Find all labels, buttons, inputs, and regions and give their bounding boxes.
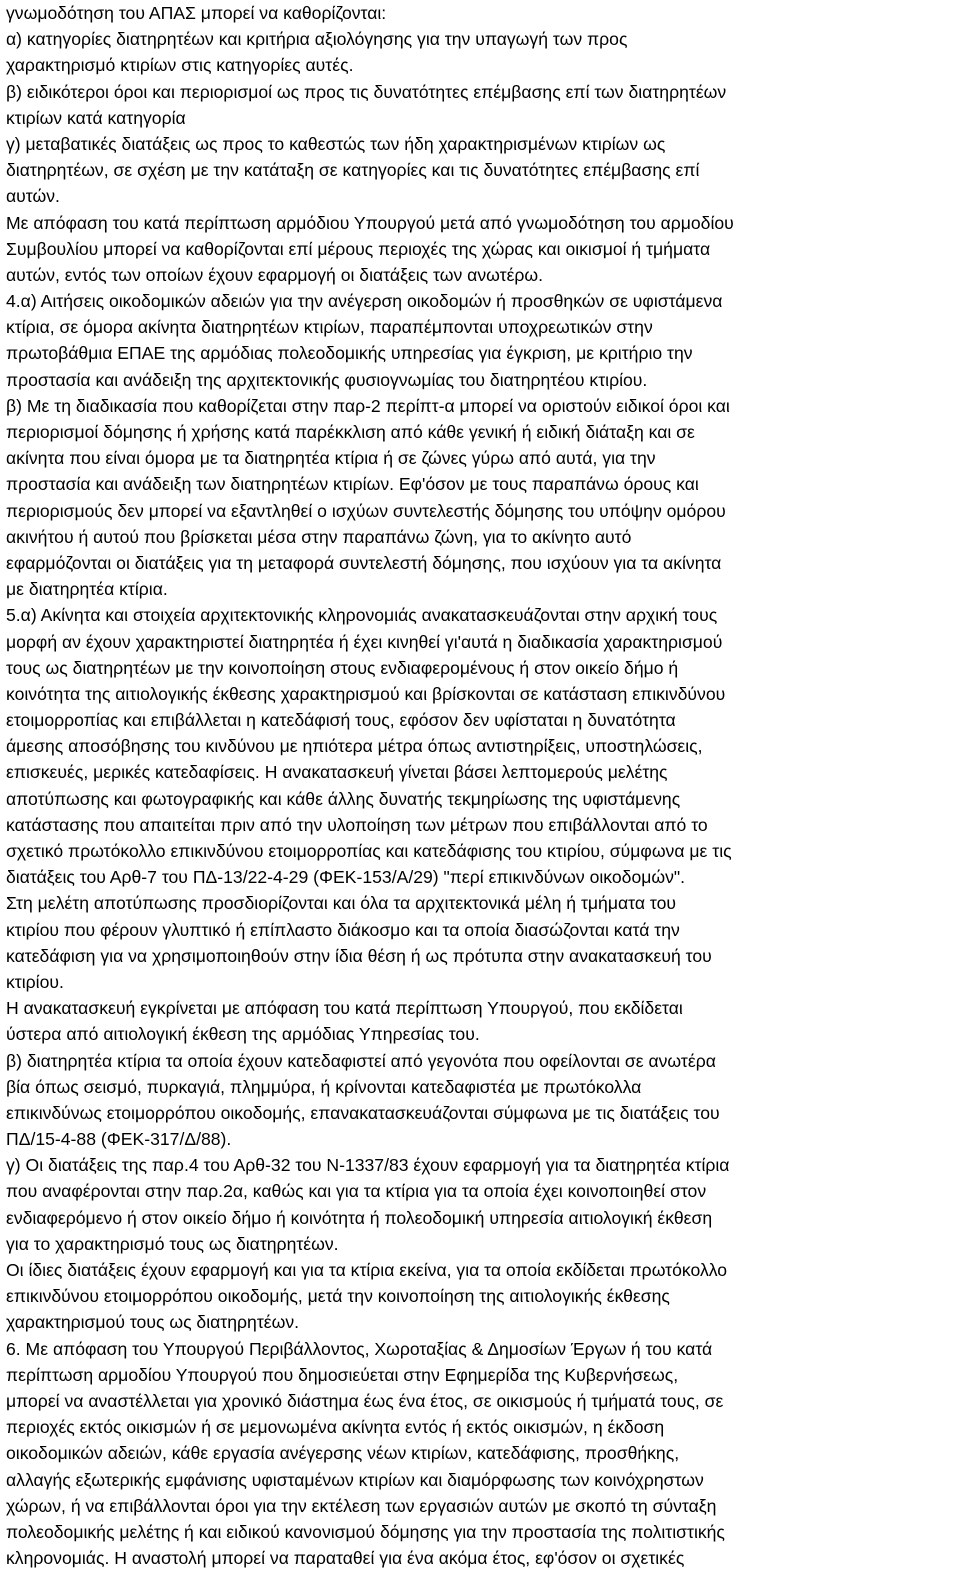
text-line: αποτύπωσης και φωτογραφικής και κάθε άλλης δυνατής τεκμηρίωσης της υφιστάμενης	[6, 788, 681, 809]
text-line: β) διατηρητέα κτίρια τα οποία έχουν κατεδαφιστεί από γεγονότα που οφείλονται σε ανωτέρα	[6, 1050, 716, 1071]
text-line: χαρακτηρισμού τους ως διατηρητέων.	[6, 1312, 300, 1333]
text-line: Στη μελέτη αποτύπωσης προσδιορίζονται και όλα τα αρχιτεκτονικά μέλη ή τμήματα του	[6, 893, 676, 914]
text-line: εφαρμόζονται οι διατάξεις για τη μεταφορά συντελεστή δόμησης, που ισχύουν για τα ακίνητα	[6, 552, 722, 573]
text-line: κληρονομιάς. Η αναστολή μπορεί να παραταθεί για ένα ακόμα έτος, εφ'όσον οι σχετικές	[6, 1548, 685, 1569]
text-line: σχετικό πρωτόκολλο επικινδύνου ετοιμορροπίας και κατεδάφισης του κτιρίου, σύμφωνα με τις	[6, 841, 732, 861]
text-line: Η ανακατασκευή εγκρίνεται με απόφαση του κατά περίπτωση Υπουργού, που εκδίδεται	[6, 998, 683, 1019]
text-line: κτιρίου.	[6, 971, 64, 992]
text-line: ύστερα από αιτιολογική έκθεση της αρμόδιας Υπηρεσίας του.	[6, 1024, 480, 1045]
text-line: μορφή αν έχουν χαρακτηριστεί διατηρητέα ή έχει κινηθεί γι'αυτά η διαδικασία χαρακτηρισμού	[6, 631, 723, 652]
text-line: πολεοδομικής μελέτης ή και ειδικού κανονισμού δόμησης για την προστασία της πολιτιστικής	[6, 1521, 725, 1542]
text-line: επικινδύνου ετοιμορρόπου οικοδομής, μετά την κοινοποίηση της αιτιολογικής έκθεσης	[6, 1286, 670, 1307]
text-line: β) ειδικότεροι όροι και περιορισμοί ως προς τις δυνατότητες επέμβασης επί των διατηρητέων	[6, 81, 727, 102]
text-line: κτιρίων κατά κατηγορία	[6, 107, 186, 128]
text-line: κατεδάφιση για να χρησιμοποιηθούν στην ίδια θέση ή ως πρότυπα στην ανακατασκευή του	[6, 945, 712, 966]
text-line: αλλαγής εξωτερικής εμφάνισης υφισταμένων κτιρίων και διαμόρφωσης των κοινόχρηστων	[6, 1469, 704, 1490]
text-line: τους ως διατηρητέων με την κοινοποίηση στους ενδιαφερομένους ή στον οικείο δήμο ή	[6, 657, 679, 678]
text-line: Με απόφαση του κατά περίπτωση αρμόδιου Υπουργού μετά από γνωμοδότηση του αρμοδίου	[6, 212, 734, 233]
text-line: διατάξεις του Αρθ-7 του ΠΔ-13/22-4-29 (ΦΕΚ-153/Α/29) "περί επικινδύνων οικοδομών".	[6, 867, 686, 888]
text-line: ακινήτου ή αυτού που βρίσκεται μέσα στην παραπάνω ζώνη, για το ακίνητο αυτό	[6, 526, 632, 547]
text-line: περιορισμούς δεν μπορεί να εξαντληθεί ο ισχύων συντελεστής δόμησης του υπόψην ομόρου	[6, 500, 726, 521]
text-line: βία όπως σεισμό, πυρκαγιά, πλημμύρα, ή κρίνονται κατεδαφιστέα με πρωτόκολλα	[6, 1076, 642, 1097]
text-line: περιορισμοί δόμησης ή χρήσης κατά παρέκκλιση από κάθε γενική ή ειδική διάταξη και σε	[6, 422, 695, 442]
text-line: 5.α) Ακίνητα και στοιχεία αρχιτεκτονικής κληρονομιάς ανακατασκευάζονται στην αρχική τους	[6, 605, 718, 626]
text-line: α) κατηγορίες διατηρητέων και κριτήρια αξιολόγησης για την υπαγωγή των προς	[6, 29, 628, 50]
text-line: β) Με τη διαδικασία που καθορίζεται στην παρ-2 περίπτ-α μπορεί να οριστούν ειδικοί όροι και	[6, 395, 730, 416]
text-line: κτίρια, σε όμορα ακίνητα διατηρητέων κτιρίων, παραπέμπονται υποχρεωτικών στην	[6, 317, 653, 338]
text-line: γ) Οι διατάξεις της παρ.4 του Αρθ-32 του Ν-1337/83 έχουν εφαρμογή για τα διατηρητέα κτίρια	[6, 1155, 730, 1176]
text-line: μπορεί να αναστέλλεται για χρονικό διάστημα έως ένα έτος, σε οικισμούς ή τμήματά τους, σε	[6, 1390, 724, 1411]
text-line: με διατηρητέα κτίρια.	[6, 579, 168, 600]
text-line: διατηρητέων, σε σχέση με την κατάταξη σε κατηγορίες και τις δυνατότητες επέμβασης επί	[6, 160, 700, 181]
text-line: άμεσης αποσόβησης του κινδύνου με ηπιότερα μέτρα όπως αντιστηρίξεις, υποστηλώσεις,	[6, 736, 703, 757]
text-line: προστασία και ανάδειξη της αρχιτεκτονικής φυσιογνωμίας του διατηρητέου κτιρίου.	[6, 369, 648, 390]
text-line: ετοιμορροπίας και επιβάλλεται η κατεδάφισή τους, εφόσον δεν υφίσταται η δυνατότητα	[6, 710, 676, 731]
text-line: ακίνητα που είναι όμορα με τα διατηρητέα κτίρια ή σε ζώνες γύρω από αυτά, για την	[6, 448, 656, 469]
document-page	[6, 0, 956, 1571]
text-line: περίπτωση αρμοδίου Υπουργού που δημοσιεύεται στην Εφημερίδα της Κυβερνήσεως,	[6, 1364, 679, 1385]
text-line: που αναφέρονται στην παρ.2α, καθώς και για τα κτίρια για τα οποία έχει κοινοποιηθεί στον	[6, 1181, 707, 1202]
text-line: 4.α) Αιτήσεις οικοδομικών αδειών για την ανέγερση οικοδομών ή προσθηκών σε υφιστάμενα	[6, 291, 723, 312]
text-line: για το χαρακτηρισμό τους ως διατηρητέων.	[6, 1233, 339, 1254]
text-line: γνωμοδότηση του ΑΠΑΣ μπορεί να καθορίζονται:	[6, 3, 387, 23]
text-line: χώρων, ή να επιβάλλονται όροι για την εκτέλεση των εργασιών αυτών με σκοπό τη σύνταξη	[6, 1495, 717, 1516]
text-line: ΠΔ/15-4-88 (ΦΕΚ-317/Δ/88).	[6, 1129, 232, 1150]
text-line: χαρακτηρισμό κτιρίων στις κατηγορίες αυτές.	[6, 55, 354, 76]
text-line: αυτών.	[6, 186, 60, 207]
text-line: επικινδύνως ετοιμορρόπου οικοδομής, επανακατασκευάζονται σύμφωνα με τις διατάξεις του	[6, 1102, 720, 1123]
text-line: πρωτοβάθμια ΕΠΑΕ της αρμόδιας πολεοδομικής υπηρεσίας για έγκριση, με κριτήριο την	[6, 343, 693, 364]
text-line: περιοχές εκτός οικισμών ή σε μεμονωμένα ακίνητα εντός ή εκτός οικισμών, η έκδοση	[6, 1417, 665, 1438]
text-line: οικοδομικών αδειών, κάθε εργασία ανέγερσης νέων κτιρίων, κατεδάφισης, προσθήκης,	[6, 1443, 680, 1464]
text-line: Συμβουλίου μπορεί να καθορίζονται επί μέρους περιοχές της χώρας και οικισμοί ή τμήματα	[6, 238, 711, 259]
text-line: επισκευές, μερικές κατεδαφίσεις. Η ανακατασκευή γίνεται βάσει λεπτομερούς μελέτης	[6, 762, 668, 783]
text-line: κατάστασης που απαιτείται πριν από την υλοποίηση των μέτρων που επιβάλλονται από το	[6, 814, 708, 835]
text-line: Οι ίδιες διατάξεις έχουν εφαρμογή και για τα κτίρια εκείνα, για τα οποία εκδίδεται πρωτόκολλο	[6, 1260, 728, 1280]
text-line: κοινότητα της αιτιολογικής έκθεσης χαρακτηρισμού και βρίσκονται σε κατάσταση επικινδύνου	[6, 683, 726, 704]
text-line: γ) μεταβατικές διατάξεις ως προς το καθεστώς των ήδη χαρακτηρισμένων κτιρίων ως	[6, 133, 666, 154]
text-line: 6. Με απόφαση του Υπουργού Περιβάλλοντος, Χωροταξίας & Δημοσίων Έργων ή του κατά	[6, 1338, 713, 1359]
text-line: αυτών, εντός των οποίων έχουν εφαρμογή οι διατάξεις των ανωτέρω.	[6, 264, 544, 285]
text-line: προστασία και ανάδειξη των διατηρητέων κτιρίων. Εφ'όσον με τους παραπάνω όρους και	[6, 474, 699, 495]
text-line: ενδιαφερόμενο ή στον οικείο δήμο ή κοινότητα ή πολεοδομική υπηρεσία αιτιολογική έκθεση	[6, 1207, 713, 1228]
text-line: κτιρίου που φέρουν γλυπτικό ή επίπλαστο διάκοσμο και τα οποία διασώζονται κατά την	[6, 919, 680, 940]
